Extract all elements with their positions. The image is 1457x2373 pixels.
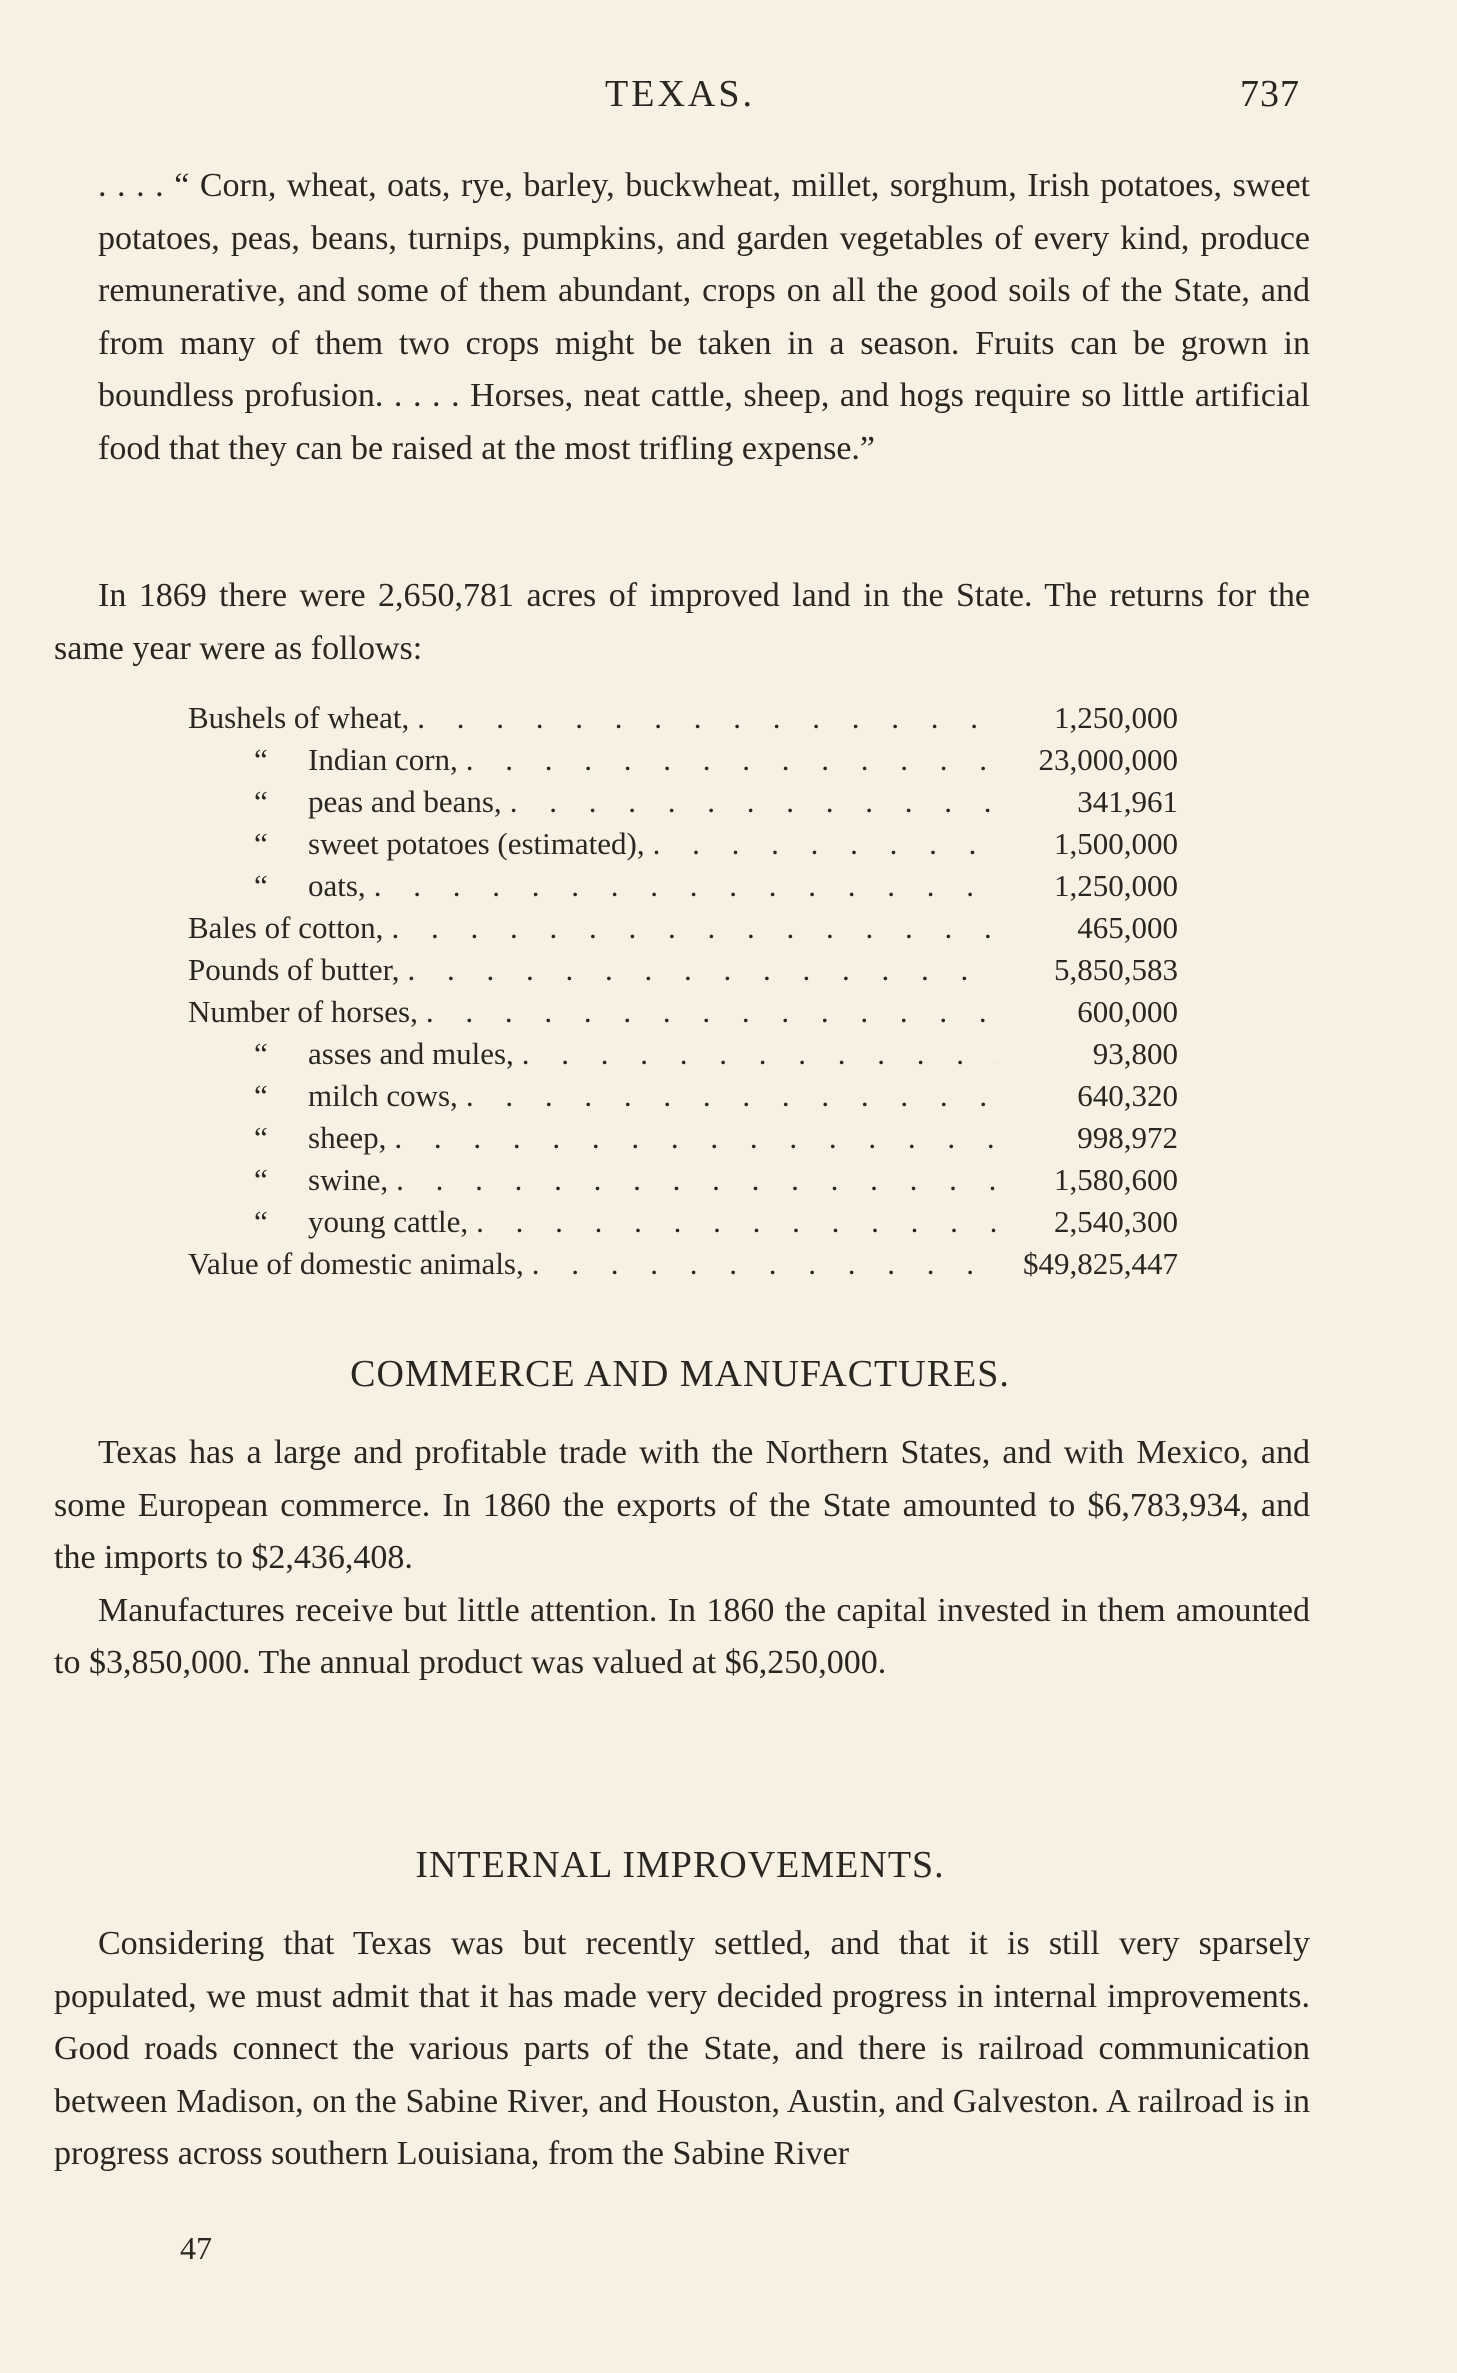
section-heading-commerce: COMMERCE AND MANUFACTURES.: [350, 1353, 1010, 1395]
dot-leader: [458, 1075, 998, 1117]
row-value: 1,250,000: [1054, 700, 1178, 735]
ditto-mark: “: [254, 1078, 268, 1113]
table-row: [188, 1075, 1178, 1117]
dot-leader: [383, 907, 998, 949]
table-row: [188, 781, 1178, 823]
table-row: [188, 991, 1178, 1033]
section-heading-internal: INTERNAL IMPROVEMENTS.: [415, 1844, 945, 1886]
intro-quote-block: [54, 160, 1310, 475]
dot-leader: [524, 1243, 998, 1285]
table-row: [188, 1201, 1178, 1243]
row-value: 465,000: [1077, 910, 1178, 945]
returns-table: [188, 697, 1178, 1285]
ditto-mark: “: [254, 784, 268, 819]
table-row: [188, 1033, 1178, 1075]
intro-quote: . . . . “ Corn, wheat, oats, rye, barley, buckwheat, millet, sorghum, Irish potatoes, sweet potatoes, peas, beans, turnips, pumpkins, and garden vegetables of every kind, produce remunerative, and some of them abundant, crops on all the good soils of the State, and from many of them two crops might be taken in a season. Fruits can be grown in boundless profusion. . . . . Horses, neat cattle, sheep, and hogs require so little artificial food that they can be raised at the most trifling expense.”: [98, 167, 1310, 467]
row-value: 998,972: [1077, 1120, 1178, 1155]
ditto-mark: “: [254, 1036, 268, 1071]
table-row: [188, 1243, 1178, 1285]
row-label: asses and mules,: [308, 1036, 514, 1071]
row-value: 600,000: [1077, 994, 1178, 1029]
table-row: [188, 1159, 1178, 1201]
row-value: 5,850,583: [1054, 952, 1178, 987]
table-row: [188, 739, 1178, 781]
row-label: oats,: [308, 868, 366, 903]
running-head-title: TEXAS.: [605, 73, 755, 115]
table-row: [188, 907, 1178, 949]
dot-leader: [458, 739, 998, 781]
table-row: [188, 865, 1178, 907]
manufactures-paragraph: Manufactures receive but little attention. In 1860 the capital invested in them amounted to $3,850,000. The annual product was valued at $6,250,000.: [54, 1591, 1310, 1681]
row-value: 23,000,000: [1038, 742, 1178, 777]
running-head: [0, 72, 1457, 122]
commerce-trade-paragraph: Texas has a large and profitable trade with the Northern States, and with Mexico, and some European commerce. In 1860 the exports of the State amounted to $6,783,934, and the imports to $2,436,408.: [54, 1434, 1310, 1576]
table-row: [188, 949, 1178, 991]
row-label: sweet potatoes (estimated),: [308, 826, 645, 861]
row-label: swine,: [308, 1162, 389, 1197]
dot-leader: [388, 1159, 998, 1201]
dot-leader: [399, 949, 998, 991]
row-label: Bushels of wheat,: [188, 700, 410, 735]
returns-intro-paragraph: In 1869 there were 2,650,781 acres of improved land in the State. The returns for the same year were as follows:: [54, 577, 1310, 667]
ditto-mark: “: [254, 826, 268, 861]
row-value: 640,320: [1077, 1078, 1178, 1113]
row-label: Value of domestic animals,: [188, 1246, 524, 1281]
row-label: peas and beans,: [308, 784, 502, 819]
row-value: 1,500,000: [1054, 826, 1178, 861]
ditto-mark: “: [254, 1162, 268, 1197]
dot-leader: [514, 1033, 998, 1075]
ditto-mark: “: [254, 1120, 268, 1155]
ditto-mark: “: [254, 742, 268, 777]
row-label: milch cows,: [308, 1078, 458, 1113]
row-label: sheep,: [308, 1120, 387, 1155]
dot-leader: [502, 781, 998, 823]
ditto-mark: “: [254, 868, 268, 903]
row-label: Bales of cotton,: [188, 910, 384, 945]
dot-leader: [366, 865, 998, 907]
row-label: Indian corn,: [308, 742, 458, 777]
ditto-mark: “: [254, 1204, 268, 1239]
internal-improvements-paragraph: Considering that Texas was but recently settled, and that it is still very sparsely populated, we must admit that it has made very decided progress in internal improvements. Good roads connect the various parts of the State, and there is railroad communication between Madison, on the Sabine River, and Houston, Austin, and Galveston. A railroad is in progress across southern Louisiana, from the Sabine River: [54, 1925, 1310, 2172]
table-row: [188, 1117, 1178, 1159]
row-label: Number of horses,: [188, 994, 418, 1029]
page-number: 737: [1240, 73, 1300, 115]
row-value: $49,825,447: [1023, 1246, 1178, 1281]
row-value: 1,580,600: [1054, 1162, 1178, 1197]
dot-leader: [468, 1201, 998, 1243]
table-row: [188, 697, 1178, 739]
row-value: 1,250,000: [1054, 868, 1178, 903]
row-value: 2,540,300: [1054, 1204, 1178, 1239]
row-value: 93,800: [1092, 1036, 1178, 1071]
dot-leader: [418, 991, 998, 1033]
dot-leader: [645, 823, 998, 865]
row-value: 341,961: [1077, 784, 1178, 819]
table-row: [188, 823, 1178, 865]
row-label: young cattle,: [308, 1204, 469, 1239]
dot-leader: [409, 697, 998, 739]
commerce-block: [54, 1427, 1310, 1690]
returns-intro-block: [54, 570, 1310, 675]
signature-mark: 47: [180, 2230, 212, 2266]
dot-leader: [386, 1117, 998, 1159]
row-label: Pounds of butter,: [188, 952, 400, 987]
internal-block: [54, 1918, 1310, 2181]
